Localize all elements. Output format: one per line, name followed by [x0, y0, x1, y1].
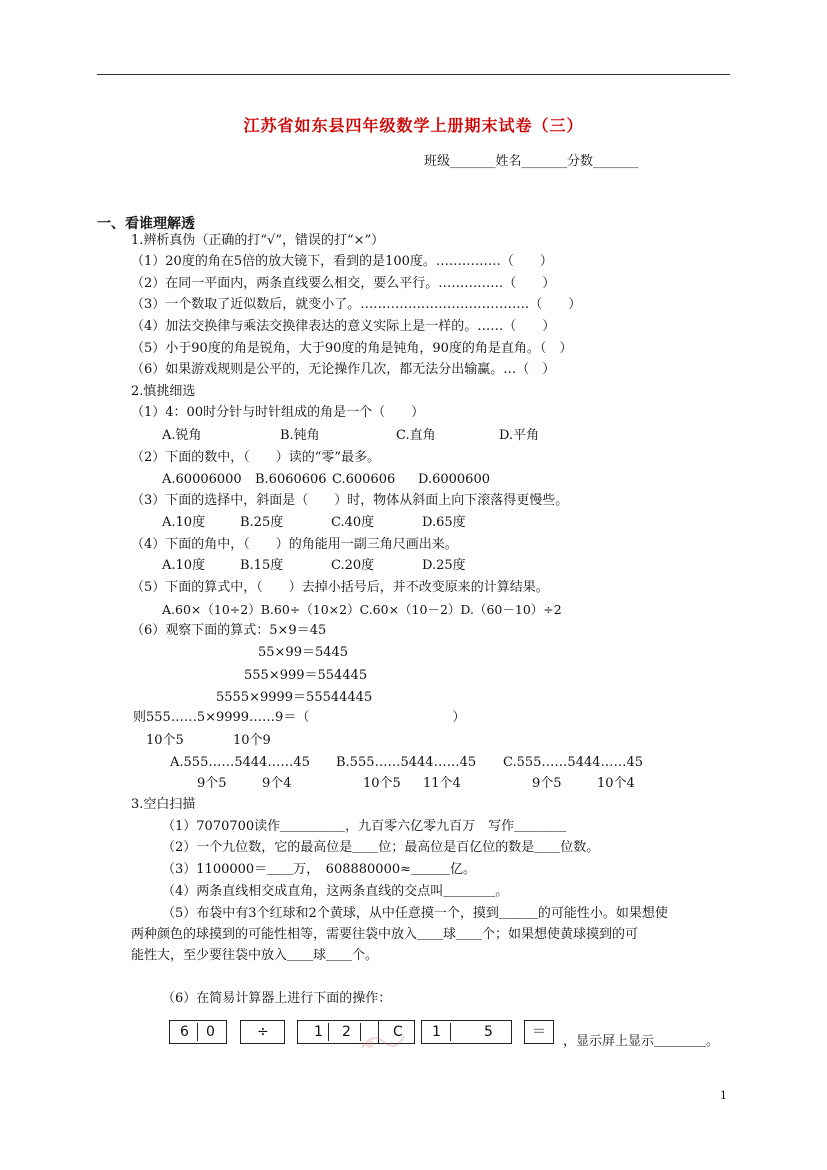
choice-question: （4）下面的角中，（ ）的角能用一副三角尺画出来。 [131, 537, 458, 552]
calculator-key: 2 [342, 1024, 351, 1040]
choice-question: （1）4：00时分针与时针组成的角是一个（ ） [131, 405, 425, 420]
calculator-key-group [240, 1020, 285, 1044]
judge-item: （4）加法交换律与乘法交换律表达的意义实际上是一样的。……（ ） [131, 319, 556, 334]
choice-option: D.65度 [422, 515, 466, 530]
calculator-key: 6 [180, 1024, 189, 1040]
calculator-key-group [421, 1020, 512, 1044]
choice-option: B.25度 [240, 515, 284, 530]
part3-heading: 3.空白扫描 [131, 797, 196, 812]
count-label: 11个4 [423, 776, 461, 791]
choice-option: A.10度 [162, 515, 206, 530]
calculator-key: 0 [206, 1024, 215, 1040]
part1-heading: 1.辨析真伪（正确的打“√”，错误的打“×”） [131, 233, 385, 248]
calculator-key-group [169, 1020, 227, 1044]
student-info-line: 班级_______姓名_______分数_______ [424, 154, 639, 169]
choice-option: D.平角 [499, 428, 540, 443]
judge-item: （6）如果游戏规则是公平的，无论操作几次，都无法分出输赢。…（ ） [131, 362, 556, 377]
fill-blank-item: 两种颜色的球摸到的可能性相等，需要往袋中放入＿＿球＿＿个；如果想使黄球摸到的可 [131, 927, 639, 942]
choice-option: C.555……5444……45 [503, 755, 644, 770]
calculator-display-question: ，显示屏上显示＿＿＿＿。 [563, 1034, 720, 1049]
page-number: 1 [720, 1089, 727, 1102]
choice-option: B.钝角 [280, 428, 320, 443]
fill-blank-item: （1）7070700读作＿＿＿＿＿，九百零六亿零九百万 写作＿＿＿＿ [162, 819, 567, 834]
equation-line: 555×999＝554445 [244, 668, 368, 683]
choice-option: B.555……5444……45 [336, 755, 477, 770]
calculator-question: （6）在简易计算器上进行下面的操作： [162, 991, 392, 1006]
fill-blank-item: 能性大，至少要往袋中放入＿＿球＿＿个。 [131, 948, 379, 963]
choice-option: A.60006000 [162, 472, 242, 487]
choice-option: D.25度 [422, 558, 466, 573]
fill-blank-item: （3）1100000＝＿＿万， 608880000≈＿＿＿亿。 [162, 862, 476, 877]
choice-option: A.10度 [162, 558, 206, 573]
fill-blank-item: （4）两条直线相交成直角，这两条直线的交点叫＿＿＿＿。 [162, 884, 509, 899]
choice-option: A.555……5444……45 [170, 755, 310, 770]
choice-question: （6）观察下面的算式：5×9＝45 [131, 623, 327, 638]
choice-option: B.6060606 [255, 472, 327, 487]
calculator-key: 1 [314, 1024, 323, 1040]
equation-question: 则555……5×9999……9＝（ ） [133, 710, 466, 725]
choice-question: （5）下面的算式中，（ ）去掉小括号后，并不改变原来的计算结果。 [131, 580, 549, 595]
header-rule [97, 74, 730, 75]
count-label: 10个5 [363, 776, 401, 791]
count-label: 9个4 [262, 776, 292, 791]
fill-blank-item: （5）布袋中有3个红球和2个黄球，从中任意摸一个，摸到＿＿＿的可能性小。如果想使 [162, 906, 668, 921]
judge-item: （2）在同一平面内，两条直线要么相交，要么平行。……………（ ） [131, 276, 556, 291]
calculator-key-group [524, 1020, 554, 1044]
calculator-key: 1 [432, 1024, 441, 1040]
choice-options-line: A.60×（10÷2）B.60÷（10×2）C.60×（10－2）D.（60－10）÷2 [162, 602, 562, 617]
choice-option: A.锐角 [162, 428, 202, 443]
count-label: 10个9 [233, 733, 271, 748]
choice-option: C.600606 [332, 472, 396, 487]
equation-line: 55×99＝5445 [258, 645, 349, 660]
section-heading: 一、看谁理解透 [97, 216, 195, 232]
choice-option: B.15度 [240, 558, 284, 573]
judge-item: （3）一个数取了近似数后，就变小了。…………………………………（ ） [131, 297, 582, 312]
calculator-key: C [393, 1024, 403, 1040]
calculator-key: ÷ [257, 1024, 269, 1040]
choice-option: C.40度 [331, 515, 375, 530]
choice-question: （2）下面的数中，（ ）读的“零”最多。 [131, 450, 381, 465]
count-label: 9个5 [532, 776, 562, 791]
judge-item: （5）小于90度的角是锐角，大于90度的角是钝角，90度的角是直角。（ ） [131, 341, 573, 356]
count-label: 10个5 [146, 733, 184, 748]
count-label: 10个4 [597, 776, 635, 791]
watermark-icon [358, 1026, 408, 1056]
choice-question: （3）下面的选择中，斜面是（ ）时，物体从斜面上向下滚落得更慢些。 [131, 493, 569, 508]
calculator-key: ＝ [532, 1024, 546, 1040]
judge-item: （1）20度的角在5倍的放大镜下，看到的是100度。……………（ ） [131, 254, 553, 269]
choice-option: C.直角 [396, 428, 436, 443]
count-label: 9个5 [197, 776, 227, 791]
choice-option: C.20度 [331, 558, 375, 573]
part2-heading: 2.慎挑细选 [131, 384, 196, 399]
page-title: 江苏省如东县四年级数学上册期末试卷（三） [243, 116, 584, 135]
choice-option: D.6000600 [418, 472, 490, 487]
equation-line: 5555×9999＝55544445 [216, 690, 373, 705]
calculator-key: 5 [484, 1024, 493, 1040]
fill-blank-item: （2）一个九位数，它的最高位是＿＿位；最高位是百亿位的数是＿＿位数。 [162, 840, 600, 855]
